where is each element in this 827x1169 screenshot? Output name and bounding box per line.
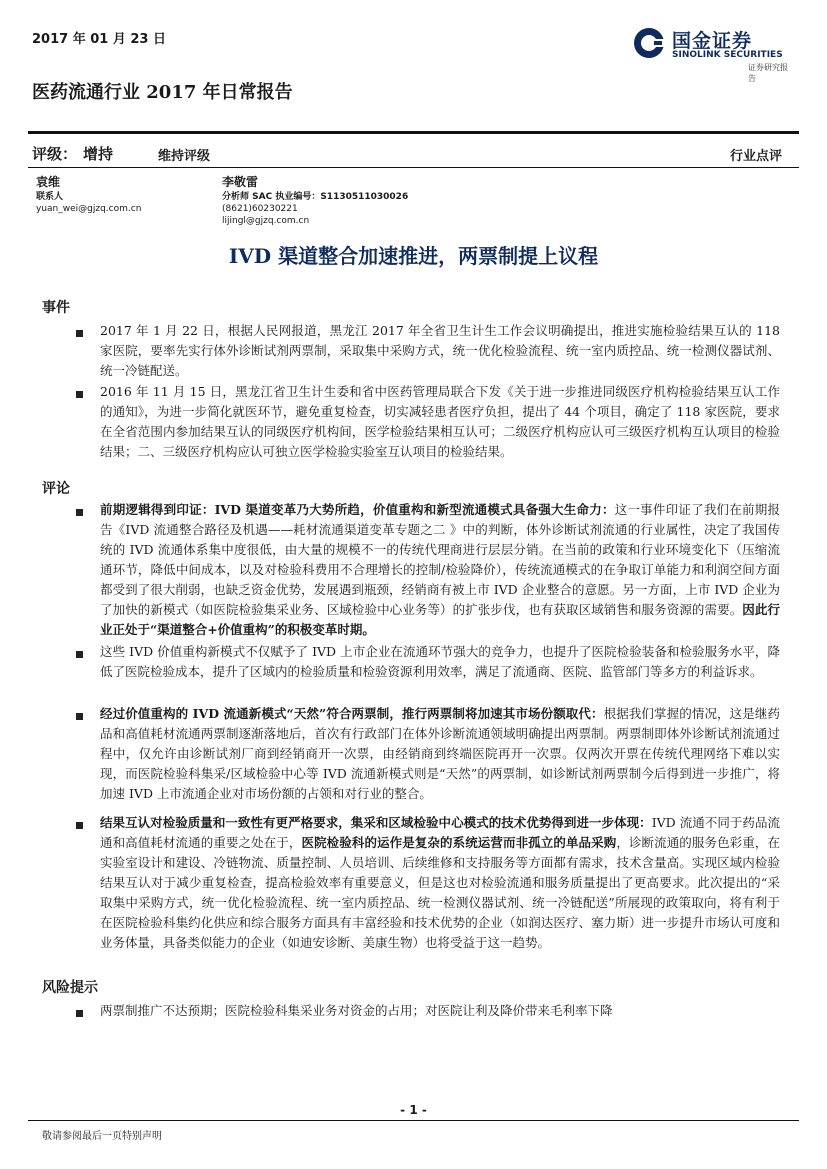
event-paragraph: 2017 年 1 月 22 日，根据人民网报道，黑龙江 2017 年全省卫生计生工作会议明确提出，推进实施检验结果互认的 118 家医院，要率先实行体外诊断试剂两票制，采取集中采购方式，统一优化检验流程、统一室内质控品、统一检测仪器试剂、统一冷链配送。 — [100, 323, 780, 378]
review-paragraph — [100, 704, 780, 804]
report-title: 医药流通行业 2017 年日常报告 — [32, 82, 293, 103]
logo-english-name: SINOLINK SECURITIES — [672, 50, 783, 60]
section-heading-event: 事件 — [42, 300, 70, 316]
bullet-icon — [76, 822, 83, 829]
review-lead: 前期逻辑得到印证：IVD 渠道变革乃大势所趋，价值重构和新型流通模式具备强大生命力： — [100, 502, 615, 517]
disclaimer-note: 敬请参阅最后一页特别声明 — [42, 1131, 162, 1142]
report-category: 行业点评 — [729, 149, 782, 164]
analyst-title: 分析师 SAC 执业编号：S1130511030026 — [222, 192, 409, 202]
sinolink-logo-icon — [632, 26, 666, 60]
review-body-continued: ，诊断流通的服务色彩重，在实验室设计和建设、冷链物流、质量控制、人员培训、后续维修和支持服务等方面都有需求，技术含量高。实现区域内检验结果互认对于减少重复检查，提高检验效率有重要意义，但是这也对检验流通和服务质量提出了更高要求。此次提出的“采取集中采购方式，统一优化检验流程、统一室内质控品、统一检测仪器试剂、统一冷链配送”所展现的政策取向，将有利于在医院检验科集约化供应和综合服务方面具有丰富经验和技术优势的企业（如润达医疗、塞力斯）进一步提升市场认可度和业务体量，具备类似能力的企业（如迪安诊断、美康生物）也将受益于这一趋势。 — [100, 835, 780, 950]
review-body: 根据我们掌握的情况，这是继药品和高值耗材流通两票制逐渐落地后，首次有行政部门在体外诊断流通领域明确提出两票制。两票制即体外诊断试剂流通过程中，仅允许由诊断试剂厂商到经销商开一次票，由经销商到终端医院再开一次票。仅两次开票在传统代理网络下难以实现，而医院检验科集采/区域检验中心等 IVD 流通新模式则是“天然”的两票制，如诊断试剂两票制今后得到进一步推广，将加速 IVD 上市流通企业对市场份额的占领和对行业的整合。 — [100, 706, 780, 801]
logo-subtitle: 证券研究报告 — [748, 63, 788, 83]
analyst-card — [222, 174, 408, 227]
section-heading-risk: 风险提示 — [42, 980, 98, 996]
review-emphasis: 医院检验科的运作是复杂的系统运营而非孤立的单品采购 — [301, 835, 617, 850]
section-heading-review: 评论 — [42, 481, 70, 497]
analyst-title: 联系人 — [36, 192, 64, 202]
analyst-phone: (8621)60230221 — [222, 204, 298, 214]
rating-rule — [28, 167, 799, 168]
bullet-icon — [76, 1010, 83, 1017]
rating-value: 增持 — [83, 145, 114, 163]
analyst-email: lijingl@gjzq.com.cn — [222, 216, 310, 226]
footer-rule — [28, 1120, 799, 1121]
review-paragraph — [100, 500, 780, 640]
rating-note: 维持评级 — [158, 149, 211, 164]
review-paragraph — [100, 813, 780, 953]
header-rule — [28, 131, 799, 134]
review-lead: 经过价值重构的 IVD 流通新模式“天然”符合两票制，推行两票制将加速其市场份额取代： — [100, 706, 604, 721]
company-logo — [630, 22, 790, 83]
event-paragraph: 2016 年 11 月 15 日，黑龙江省卫生计生委和省中医药管理局联合下发《关于进一步推进同级医疗机构检验结果互认工作的通知》，为进一步简化就医环节，避免重复检查，切实减轻患者医疗负担，提出了 44 个项目，确定了 118 家医院，要求在全省范围内参加结果互认的同级医疗机构间，医学检验结果相互认可；二级医疗机构应认可三级医疗机构互认项目的检验结果；二、三级医疗机构应认可独立医学检验实验室互认项目的检验结果。 — [100, 384, 780, 459]
analyst-email: yuan_wei@gjzq.com.cn — [36, 204, 142, 214]
review-paragraph — [100, 642, 780, 682]
analyst-name: 李敬雷 — [222, 175, 259, 189]
review-lead: 结果互认对检验质量和一致性有更严格要求，集采和区域检验中心模式的技术优势得到进一步体现： — [100, 815, 652, 830]
bullet-icon — [76, 713, 83, 720]
bullet-icon — [76, 391, 83, 398]
bullet-icon — [76, 651, 83, 658]
headline: IVD 渠道整合加速推进，两票制提上议程 — [228, 244, 599, 268]
review-body: IVD 流通不同于药品流通和高值耗材流通的重要之处在于， — [100, 815, 780, 850]
report-date: 2017 年 01 月 23 日 — [32, 32, 166, 47]
analyst-name: 袁维 — [36, 175, 61, 189]
review-body: 这一事件印证了我们在前期报告《IVD 流通整合路径及机遇——耗材流通渠道变革专题之二 》中的判断，体外诊断试剂流通的行业属性，决定了我国传统的 IVD 流通体系集中度很低，由大量的规模不一的传统代理商进行层层分销。在当前的政策和行业环境变化下（压缩流通环节，降低中间成本，以及对检验科费用不合理增长的控制/检验降价），传统流通模式的在争取订单能力和利润空间方面都受到了很大削弱，也缺乏资金优势，发展遇到瓶颈，经销商有被上市 IVD 企业整合的意愿。另一方面，上市 IVD 企业为了加快的新模式（如医院检验集采业务、区域检验中心业务等）的扩张步伐，也有获取区域销售和服务资源的需要。 — [100, 502, 780, 617]
risk-paragraph: 两票制推广不达预期；医院检验科集采业务对资金的占用；对医院让利及降价带来毛利率下降 — [100, 1003, 613, 1018]
bullet-icon — [76, 330, 83, 337]
rating — [32, 143, 113, 164]
page-number: - 1 - — [400, 1103, 427, 1117]
review-conclusion: 因此行业正处于“渠道整合+价值重构”的积极变革时期。 — [100, 602, 780, 637]
bullet-icon — [76, 509, 83, 516]
rating-label: 评级： — [32, 145, 78, 163]
review-body: 这些 IVD 价值重构新模式不仅赋予了 IVD 上市企业在流通环节强大的竞争力，也提升了医院检验装备和检验服务水平，降低了医院检验成本，提升了区域内的检验质量和检验资源利用效率，满足了流通商、医院、监管部门等多方的利益诉求。 — [100, 644, 780, 679]
analyst-card — [36, 174, 141, 215]
logo-chinese-name: 国金证券 — [672, 30, 753, 52]
